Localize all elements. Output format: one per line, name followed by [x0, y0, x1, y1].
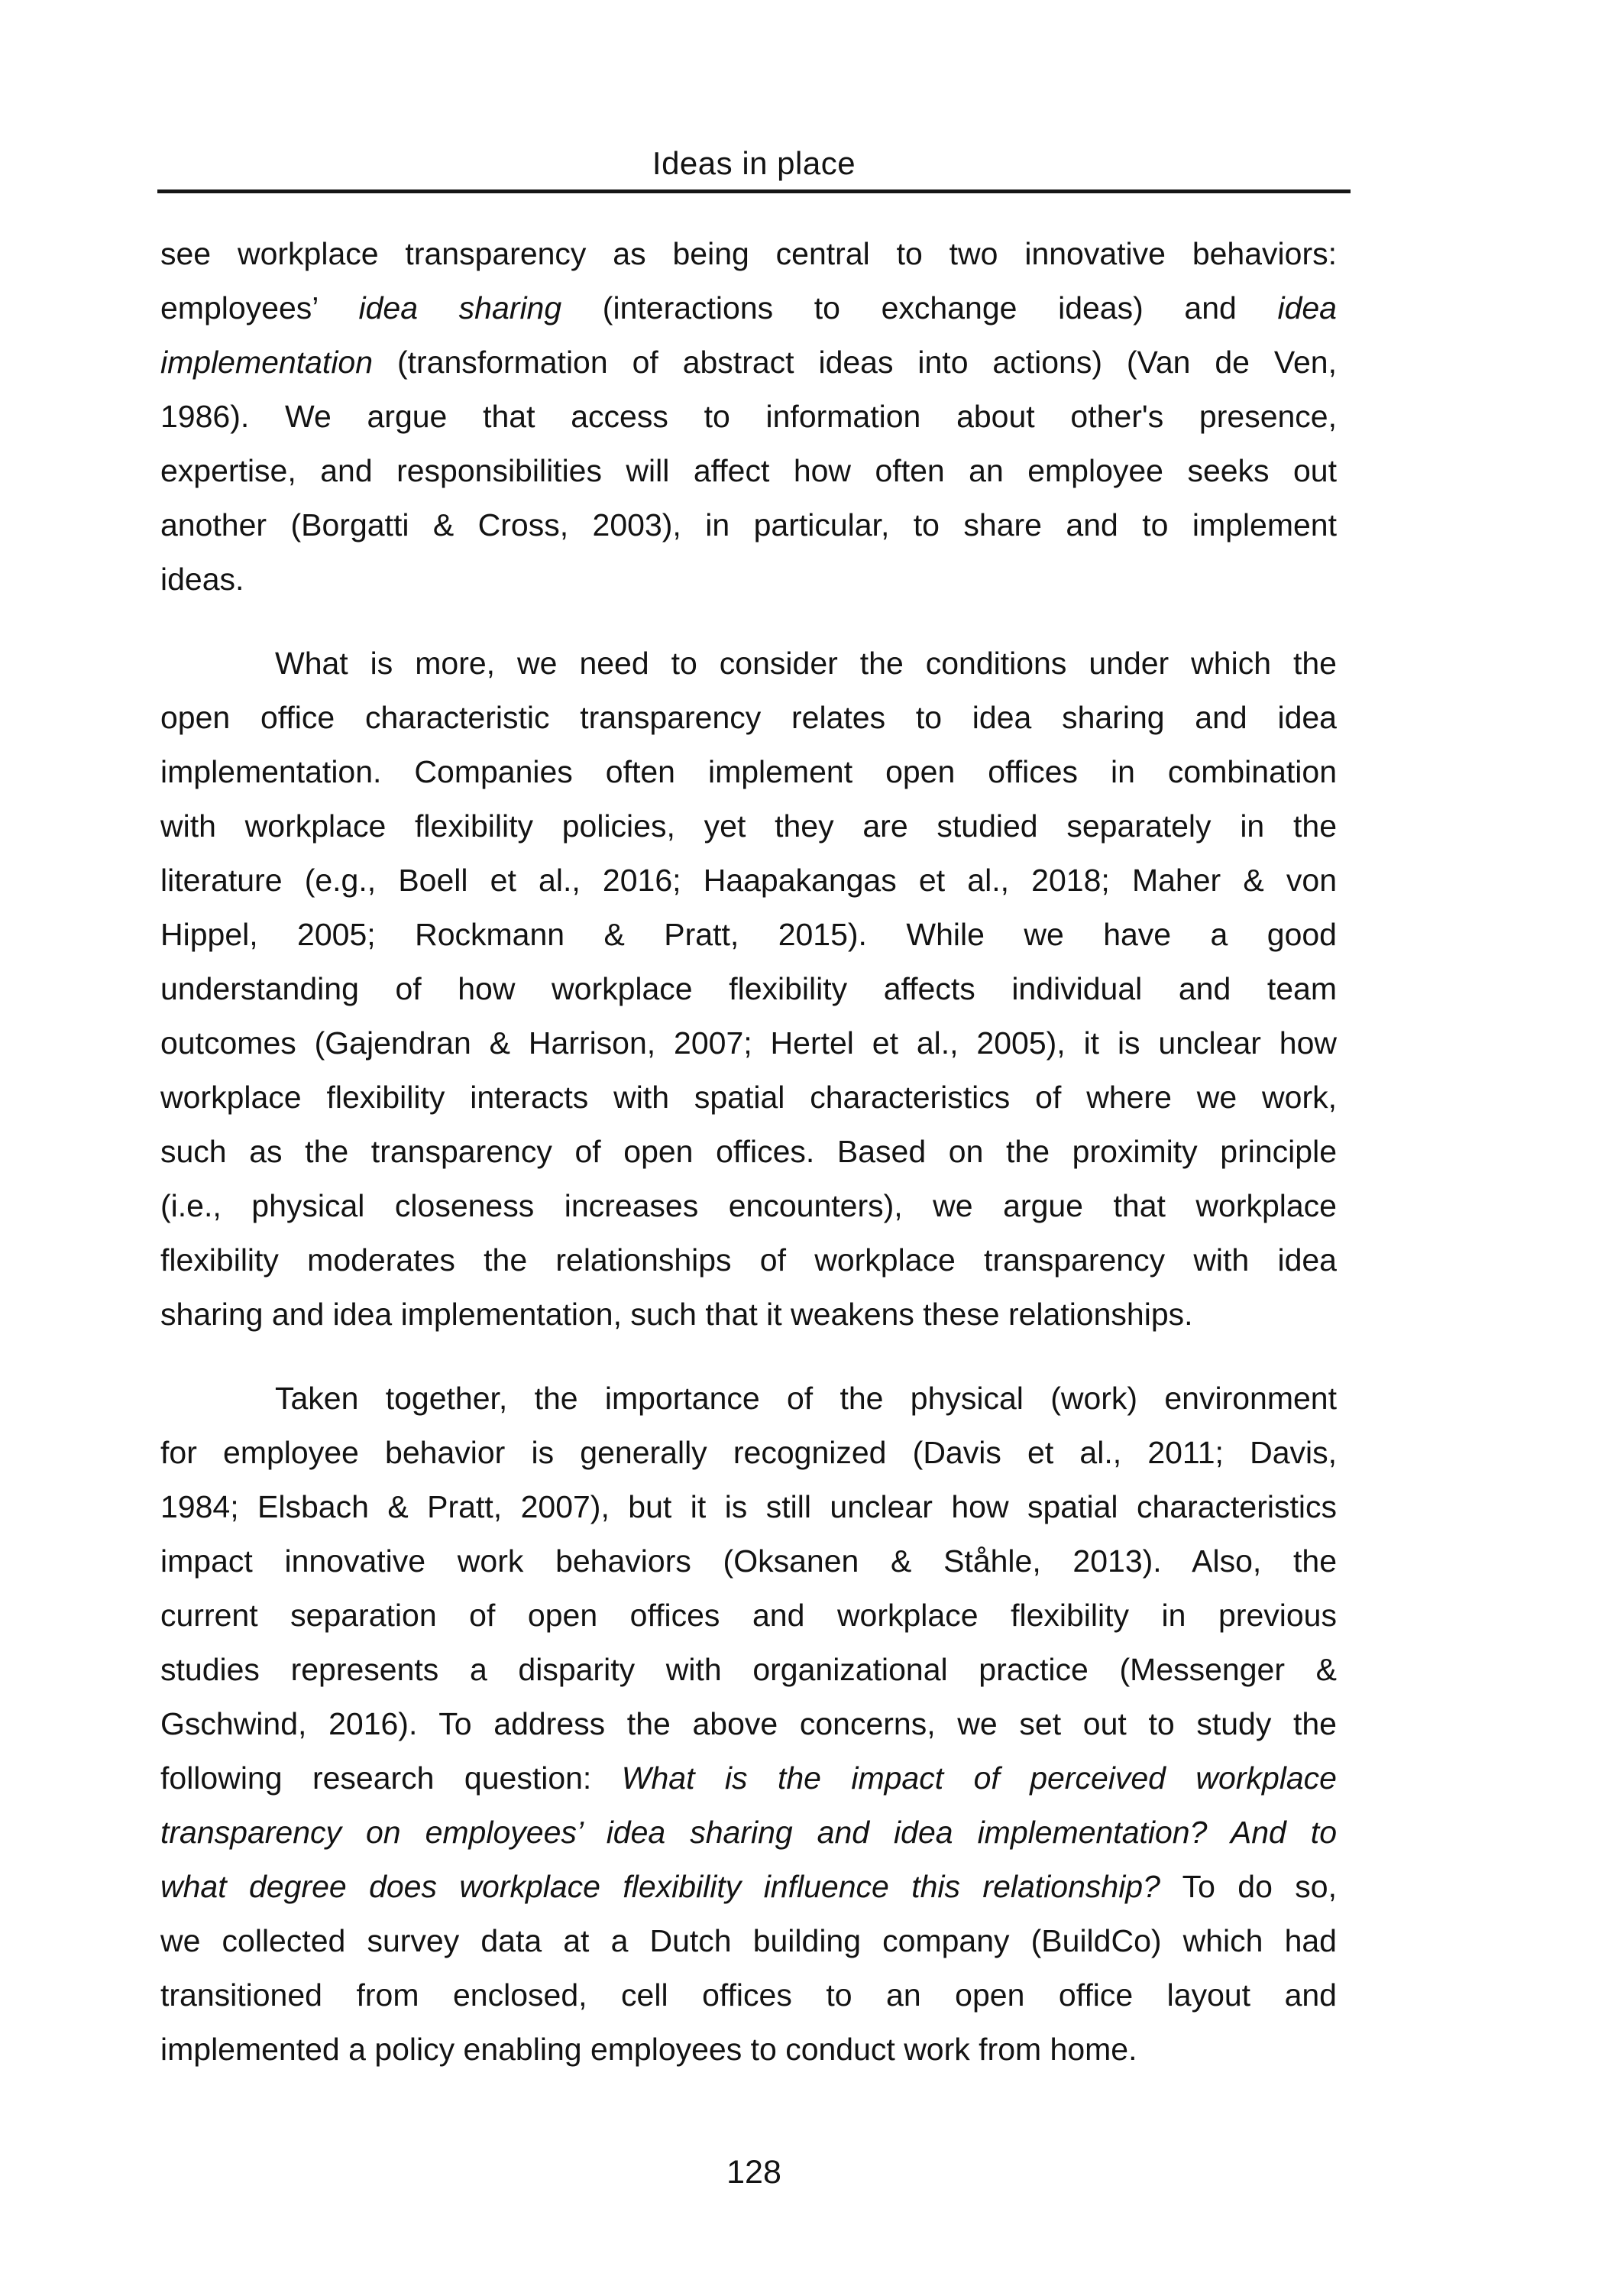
body-paragraph — [160, 227, 1337, 607]
text-line — [160, 1751, 1337, 1806]
body-paragraph — [160, 1372, 1337, 2077]
text-segment: for employee behavior is generally recognized (Davis et al., 2011; Davis, — [160, 1435, 1337, 1470]
text-line — [160, 1016, 1337, 1070]
text-segment: studies represents a disparity with organizational practice (Messenger & — [160, 1652, 1337, 1687]
text-segment: To do so, — [1160, 1869, 1337, 1904]
text-segment: following research question: — [160, 1760, 622, 1796]
text-segment: employees’ — [160, 290, 359, 325]
text-segment: another (Borgatti & Cross, 2003), in particular, to share and to implement — [160, 507, 1337, 542]
text-segment: (i.e., physical closeness increases encounters), we argue that workplace — [160, 1188, 1337, 1223]
text-line — [160, 444, 1337, 498]
text-line — [160, 1860, 1337, 1914]
text-segment: impact innovative work behaviors (Oksanen & Ståhle, 2013). Also, the — [160, 1543, 1337, 1579]
text-segment: ideas. — [160, 562, 244, 597]
text-line — [160, 2023, 1337, 2077]
text-line — [160, 1372, 1337, 1426]
text-segment: What is more, we need to consider the conditions under which the — [275, 646, 1337, 681]
text-line — [160, 1806, 1337, 1860]
text-line — [160, 1914, 1337, 1968]
italic-text-segment: What is the impact of perceived workplace — [621, 1760, 1337, 1796]
text-line — [160, 1179, 1337, 1233]
text-line — [160, 1426, 1337, 1480]
text-segment: understanding of how workplace flexibility affects individual and team — [160, 971, 1337, 1006]
text-segment: 1986). We argue that access to information about other's presence, — [160, 399, 1337, 434]
italic-text-segment: implementation — [160, 345, 374, 380]
text-segment: implemented a policy enabling employees to conduct work from home. — [160, 2032, 1137, 2067]
italic-text-segment: idea sharing — [358, 290, 562, 325]
text-segment: workplace flexibility interacts with spatial characteristics of where we work, — [160, 1080, 1337, 1115]
text-line — [160, 1697, 1337, 1751]
text-segment: (transformation of abstract ideas into actions) (Van de Ven, — [373, 345, 1337, 380]
text-segment: (interactions to exchange ideas) and — [561, 290, 1278, 325]
text-segment: Hippel, 2005; Rockmann & Pratt, 2015). While we have a good — [160, 917, 1337, 952]
text-line — [160, 552, 1337, 607]
text-segment: see workplace transparency as being central to two innovative behaviors: — [160, 236, 1337, 271]
text-segment: such as the transparency of open offices. Based on the proximity principle — [160, 1134, 1337, 1169]
text-line — [160, 1589, 1337, 1643]
text-line — [160, 962, 1337, 1016]
text-line — [160, 1643, 1337, 1697]
italic-text-segment: what degree does workplace flexibility influence this relationship? — [160, 1869, 1160, 1904]
text-line — [160, 853, 1337, 908]
text-segment: outcomes (Gajendran & Harrison, 2007; Hertel et al., 2005), it is unclear how — [160, 1025, 1337, 1061]
text-line — [160, 1534, 1337, 1589]
text-line — [160, 1968, 1337, 2023]
body-paragraph — [160, 636, 1337, 1342]
text-segment: implementation. Companies often implement open offices in combination — [160, 754, 1337, 789]
page-number: 128 — [726, 2154, 781, 2191]
text-segment: literature (e.g., Boell et al., 2016; Haapakangas et al., 2018; Maher & von — [160, 863, 1337, 898]
italic-text-segment: idea — [1277, 290, 1337, 325]
text-segment: expertise, and responsibilities will affect how often an employee seeks out — [160, 453, 1337, 488]
running-head: Ideas in place — [652, 145, 856, 181]
body-text — [160, 227, 1337, 2077]
text-segment: 1984; Elsbach & Pratt, 2007), but it is still unclear how spatial characteristics — [160, 1489, 1337, 1524]
text-line — [160, 1070, 1337, 1125]
text-line — [160, 498, 1337, 552]
text-segment: flexibility moderates the relationships of workplace transparency with idea — [160, 1242, 1337, 1278]
text-segment: Gschwind, 2016). To address the above concerns, we set out to study the — [160, 1706, 1337, 1741]
text-segment: Taken together, the importance of the physical (work) environment — [275, 1381, 1337, 1416]
text-segment: sharing and idea implementation, such that it weakens these relationships. — [160, 1297, 1193, 1332]
text-line — [160, 1125, 1337, 1179]
text-line — [160, 227, 1337, 281]
text-line — [160, 1480, 1337, 1534]
text-line — [160, 908, 1337, 962]
text-line — [160, 335, 1337, 390]
text-segment: current separation of open offices and workplace flexibility in previous — [160, 1598, 1337, 1633]
text-line — [160, 745, 1337, 799]
text-segment: we collected survey data at a Dutch building company (BuildCo) which had — [160, 1923, 1337, 1958]
text-line — [160, 1287, 1337, 1342]
italic-text-segment: transparency on employees’ idea sharing and idea implementation? And to — [160, 1815, 1337, 1850]
text-segment: transitioned from enclosed, cell offices to an open office layout and — [160, 1977, 1337, 2013]
text-line — [160, 1233, 1337, 1287]
text-line — [160, 636, 1337, 691]
text-line — [160, 281, 1337, 335]
text-segment: with workplace flexibility policies, yet they are studied separately in the — [160, 808, 1337, 844]
text-line — [160, 799, 1337, 853]
header-rule — [157, 189, 1351, 193]
text-line — [160, 390, 1337, 444]
text-line — [160, 691, 1337, 745]
text-segment: open office characteristic transparency relates to idea sharing and idea — [160, 700, 1337, 735]
